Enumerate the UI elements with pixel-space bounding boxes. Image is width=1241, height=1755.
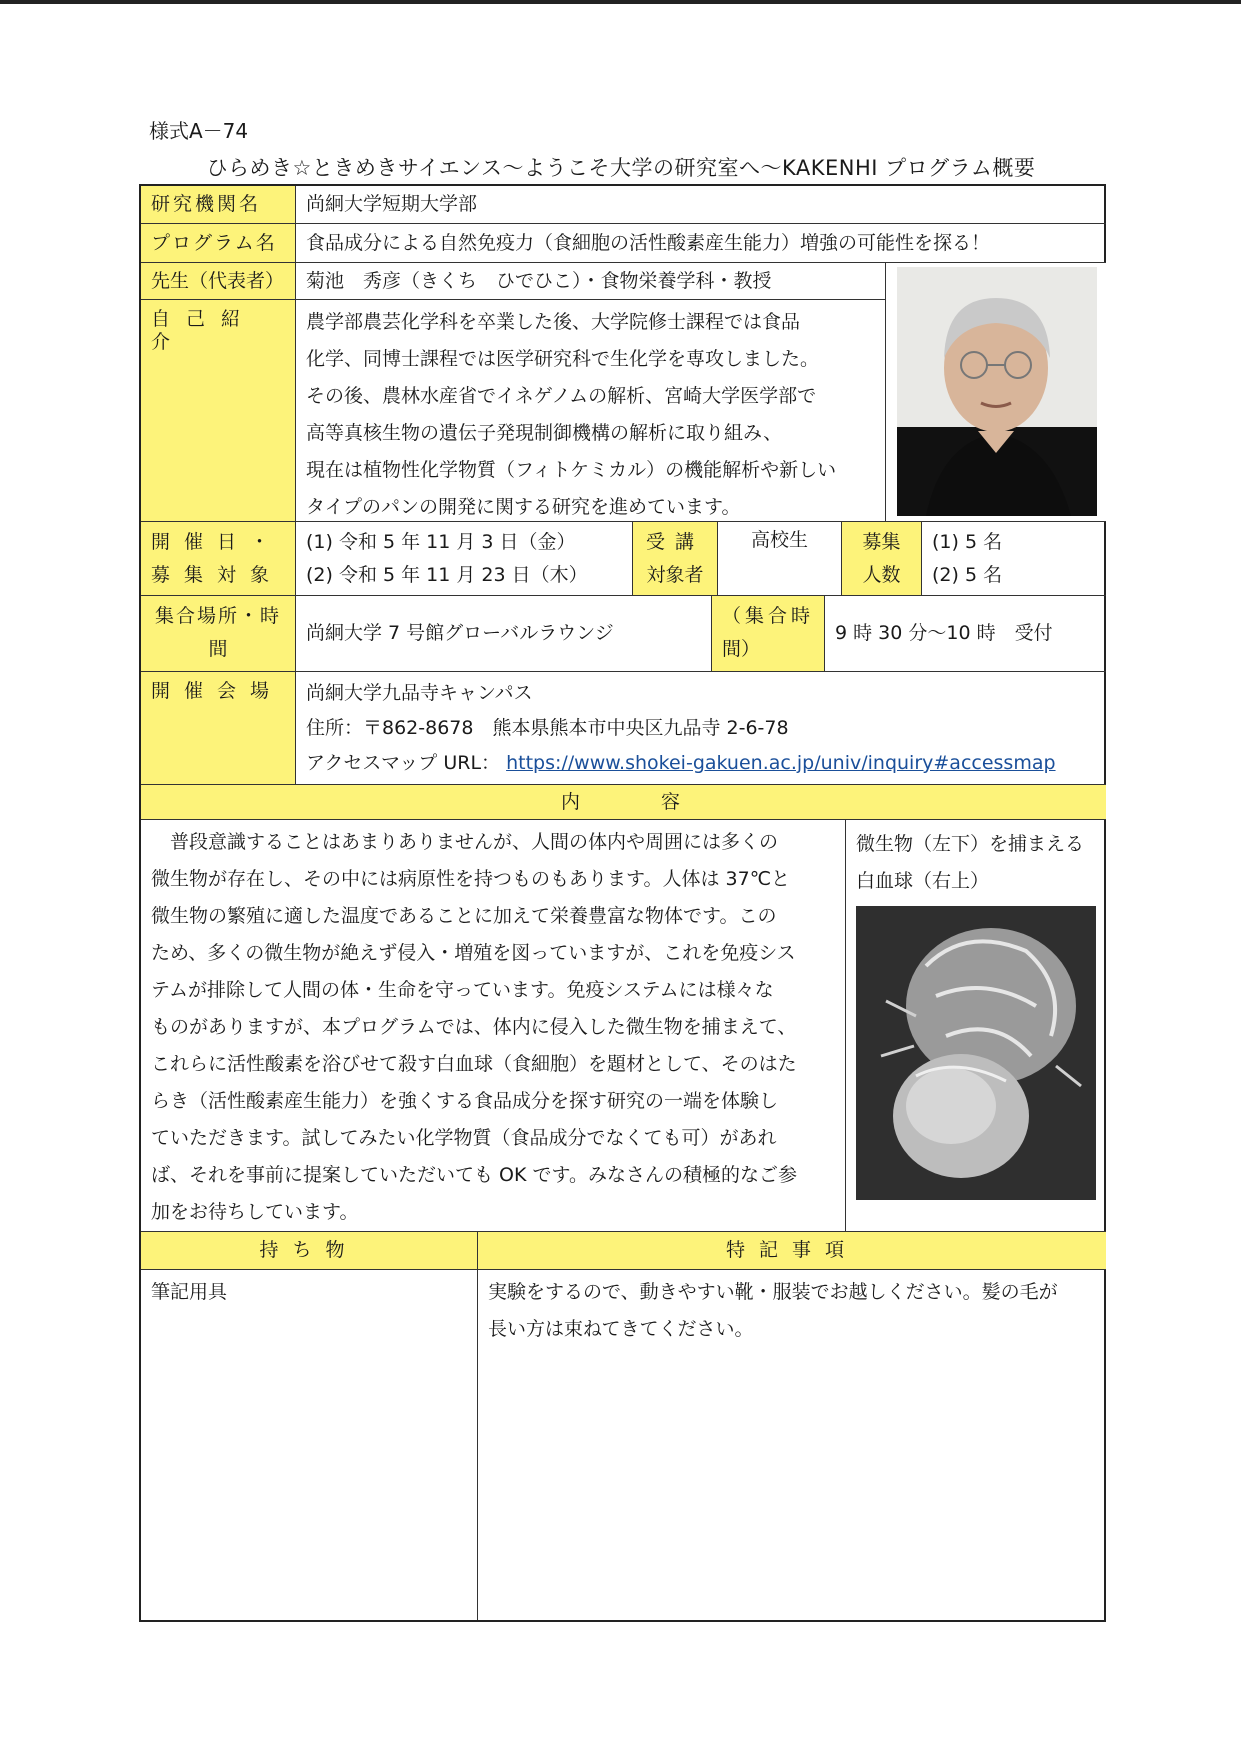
capacity-value: (2) 5 名 [932,564,1003,586]
content-heading: 内 容 [141,785,1106,820]
figure-caption-line: 白血球（右上） [856,870,990,892]
content-line: 普段意識することはあまりありませんが、人間の体内や周囲には多くの [151,831,779,853]
schedule-label-line: 募集対象 [151,564,284,586]
capacity-label-line: 人数 [862,564,901,586]
meeting-time: 9 時 30 分～10 時 受付 [825,596,1106,672]
teacher-photo-cell [886,263,1106,522]
teacher-label [141,263,296,300]
capacity-label [842,522,922,596]
institution-label [141,186,296,224]
schedule-date: (1) 令和 5 年 11 月 3 日（金） [306,531,576,553]
notes-label: 特記事項 [478,1232,1106,1270]
form-id: 様式A－74 [149,119,249,143]
intro-line: 化学、同博士課程では医学研究科で生化学を専攻しました。 [306,348,820,370]
schedule-date: (2) 令和 5 年 11 月 23 日（木） [306,564,588,586]
content-line: ものがありますが、本プログラムでは、体内に侵入した微生物を捕まえて、 [151,1016,797,1038]
intro-line: タイプのパンの開発に関する研究を進めています。 [306,496,741,518]
intro-line: 農学部農芸化学科を卒業した後、大学院修士課程では食品 [306,311,801,333]
content-line: 加をお待ちしています。 [151,1201,359,1223]
content-line: ば、それを事前に提案していただいても OK です。みなさんの積極的なご参 [151,1164,797,1186]
venue-address: 住所：〒862-8678 熊本県熊本市中央区九品寺 2-6-78 [306,717,789,739]
content-body [141,820,846,1232]
target-label-line: 対象者 [646,564,704,586]
notes-line: 長い方は束ねてきてください。 [488,1318,754,1340]
content-figure-cell [846,820,1106,1232]
notes-line: 実験をするので、動きやすい靴・服装でお越しください。髪の毛が [488,1281,1058,1303]
venue-map-line [306,746,1096,781]
intro-label-text: 自己紹介 [151,308,257,353]
venue-name: 尚絅大学九品寺キャンパス [306,682,533,704]
meeting-place: 尚絅大学 7 号館グローバルラウンジ [296,596,712,672]
map-url-label: アクセスマップ URL： [306,752,501,774]
institution-label-text: 研究機関名 [151,193,262,216]
belongings-label: 持ち物 [141,1232,478,1270]
program-label-text: プログラム名 [151,231,277,254]
schedule-label [141,522,296,596]
target-label [633,522,718,596]
target-value: 高校生 [718,522,842,596]
intro-line: 高等真核生物の遺伝子発現制御機構の解析に取り組み、 [306,422,783,444]
venue-label [141,672,296,785]
venue-details [296,672,1106,785]
meeting-label [141,596,296,672]
program-value: 食品成分による自然免疫力（食細胞の活性酸素産生能力）増強の可能性を探る！ [296,224,1106,263]
capacity-value: (1) 5 名 [932,531,1003,553]
meeting-time-label [712,596,825,672]
access-map-link[interactable]: https://www.shokei-gakuen.ac.jp/univ/inquiry#accessmap [506,752,1056,774]
venue-label-text: 開催会場 [151,680,284,702]
program-label [141,224,296,263]
content-line: これらに活性酸素を浴びせて殺す白血球（食細胞）を題材として、そのはた [151,1053,797,1075]
content-line: ため、多くの微生物が絶えず侵入・増殖を図っていますが、これを免疫シス [151,942,796,964]
meeting-label-line: 集合場所・時 [154,605,281,627]
capacity-label-line: 募集 [862,531,901,553]
content-line: テムが排除して人間の体・生命を守っています。免疫システムには様々な [151,979,774,1001]
schedule-label-line: 開催日・ [151,531,284,553]
belongings-value: 筆記用具 [141,1270,478,1620]
capacity-values [922,522,1106,596]
intro-label [141,300,296,522]
teacher-value: 菊池 秀彦（きくち ひでひこ）・食物栄養学科・教授 [296,263,886,300]
content-line: 微生物の繁殖に適した温度であることに加えて栄養豊富な物体です。この [151,905,777,927]
scan-top-edge [0,0,1241,4]
institution-value: 尚絅大学短期大学部 [296,186,1106,224]
schedule-dates [296,522,633,596]
content-line: 微生物が存在し、その中には病原性を持つものもあります。人体は 37℃と [151,868,791,890]
teacher-label-text: 先生（代表者） [151,269,285,292]
intro-text [296,300,886,522]
document-title: ひらめき☆ときめきサイエンス～ようこそ大学の研究室へ～KAKENHI プログラム概要 [206,156,1036,180]
notes-body [478,1270,1106,1620]
meeting-time-label-line: 間） [722,638,761,660]
intro-line: その後、農林水産省でイネゲノムの解析、宮崎大学医学部で [306,385,817,407]
teacher-portrait [886,263,1106,522]
intro-line: 現在は植物性化学物質（フィトケミカル）の機能解析や新しい [306,459,837,481]
meeting-label-line: 間 [208,638,228,660]
figure-caption-line: 微生物（左下）を捕まえる [856,833,1085,855]
program-summary-table [139,184,1106,1622]
target-label-line: 受講 [645,531,704,553]
content-line: らき（活性酸素産生能力）を強くする食品成分を探す研究の一端を体験し [151,1090,779,1112]
white-blood-cell-micrograph [856,906,1096,1200]
content-line: ていただきます。試してみたい化学物質（食品成分でなくても可）があれ [151,1127,777,1149]
meeting-time-label-line: （集合時 [722,605,815,627]
